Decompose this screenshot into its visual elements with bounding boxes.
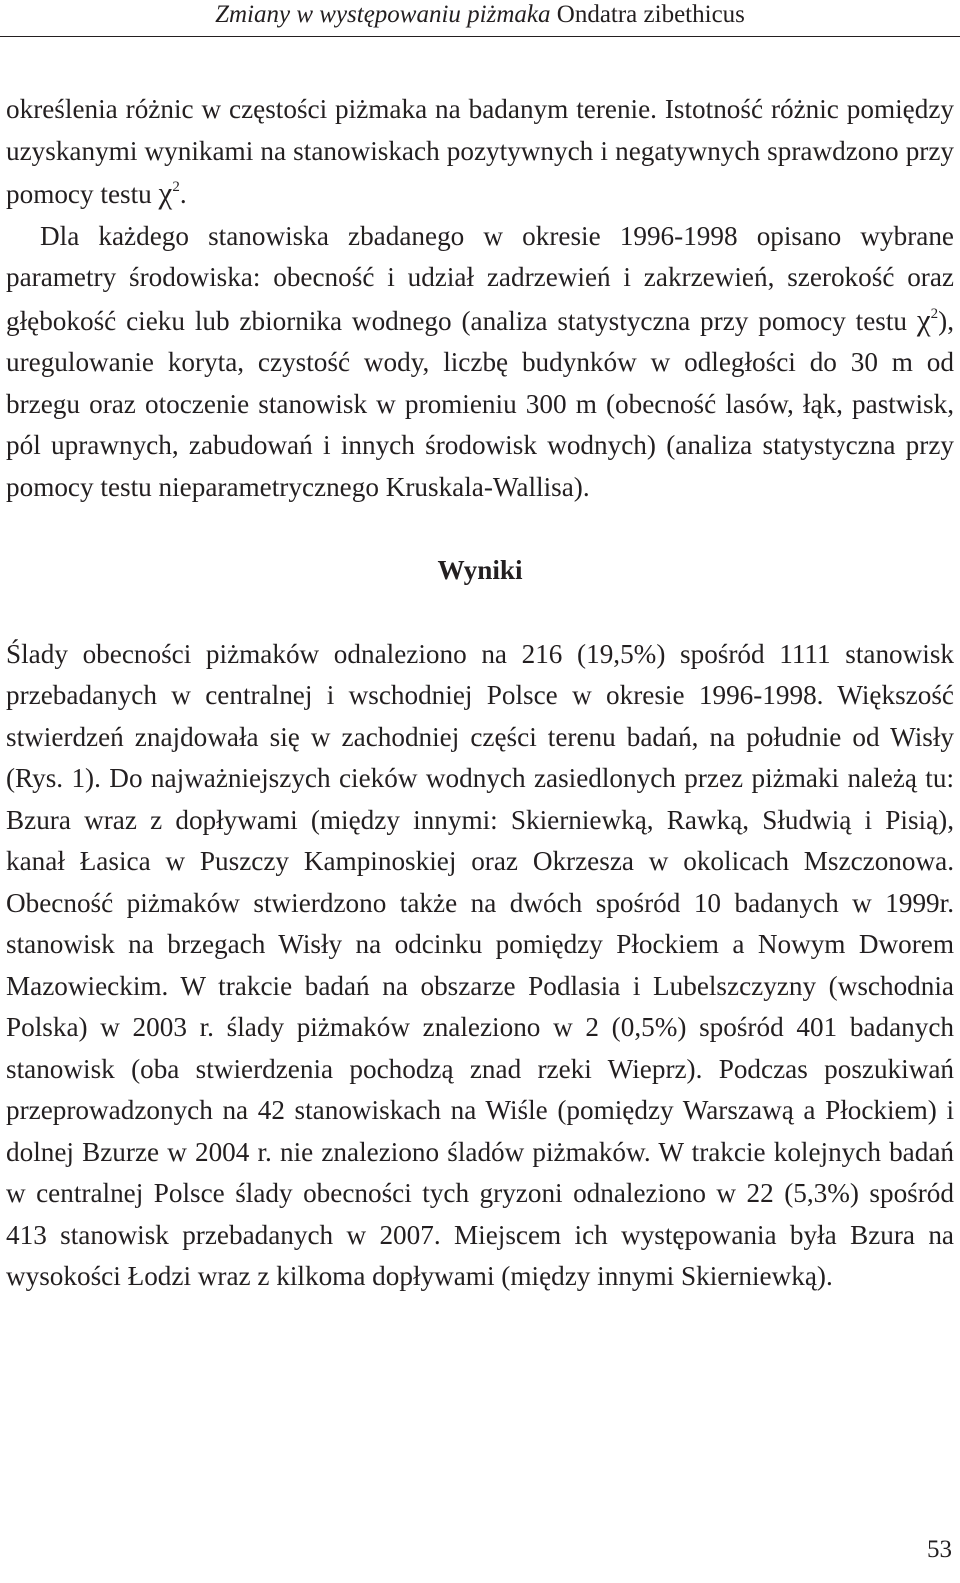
methods-paragraph-2	[6, 216, 954, 509]
chi-square-symbol: χ	[158, 175, 173, 210]
header-species: Ondatra zibethicus	[556, 1, 745, 28]
methods-text-1-end: .	[179, 179, 187, 209]
methods-text-2a: Dla każdego stanowiska zbadanego w okresie 1996-1998 opisano wybrane parametry środowiska: obecność i udział zadrzewień i zakrzewień, szerokość oraz głębokość cieku lub zbiornika wodnego (analiza statystyczna przy pomocy testu	[6, 220, 954, 336]
results-paragraph: Ślady obecności piżmaków odnaleziono na 216 (19,5%) spośród 1111 stanowisk przebadanych w centralnej i wschodniej Polsce w okresie 1996-1998. Większość stwierdzeń znajdowała się w zachodniej części terenu badań, na południe od Wisły (Rys. 1). Do najważniejszych cieków wodnych zasiedlonych przez piżmaki należą tu: Bzura wraz z dopływami (między innymi: Skierniewką, Rawką, Słudwią i Pisią), kanał Łasica w Puszczy Kampinoskiej oraz Okrzesza w okolicach Mszczonowa. Obecność piżmaków stwierdzono także na dwóch spośród 10 badanych w 1999r. stanowisk na brzegach Wisły na odcinku pomiędzy Płockiem a Nowym Dworem Mazowieckim. W trakcie badań na obszarze Podlasia i Lubelszczyzny (wschodnia Polska) w 2003 r. ślady piżmaków znaleziono w 2 (0,5%) spośród 401 badanych stanowisk (oba stwierdzenia pochodzą znad rzeki Wieprz). Podczas poszukiwań przeprowadzonych na 42 stanowiskach na Wiśle (pomiędzy Warszawą a Płockiem) i dolnej Bzurze w 2004 r. nie znaleziono śladów piżmaków. W trakcie kolejnych badań w centralnej Polsce ślady obecności tych gryzoni odnaleziono w 22 (5,3%) spośród 413 stanowisk przebadanych w 2007. Miejscem ich występowania była Bzura na wysokości Łodzi wraz z kilkoma dopływami (między innymi Skierniewką).	[6, 638, 954, 1291]
methods-text-1: określenia różnic w częstości piżmaka na badanym terenie. Istotność różnic pomiędzy uzyskanymi wynikami na stanowiskach pozytywnych i negatywnych sprawdzono przy pomocy testu	[6, 94, 954, 209]
methods-text-2b: ), uregulowanie koryta, czystość wody, liczbę budynków w odległości do 30 m od brzegu oraz otoczenie stanowisk w promieniu 300 m (obecność lasów, łąk, pastwisk, pól uprawnych, zabudowań i innych środowisk wodnych) (analiza statystyczna przy pomocy testu nieparametrycznego Kruskala-Wallisa).	[6, 305, 954, 502]
chi-superscript: 2	[172, 179, 180, 195]
section-heading: Wyniki	[437, 555, 523, 585]
running-header	[0, 0, 960, 37]
page-number: 53	[927, 1536, 952, 1563]
page-body	[6, 89, 954, 1298]
methods-paragraph-1	[6, 89, 954, 216]
chi-square-symbol-2: χ	[916, 301, 931, 337]
chi-superscript-2: 2	[930, 305, 939, 322]
header-title: Zmiany w występowaniu piżmaka	[215, 1, 551, 28]
